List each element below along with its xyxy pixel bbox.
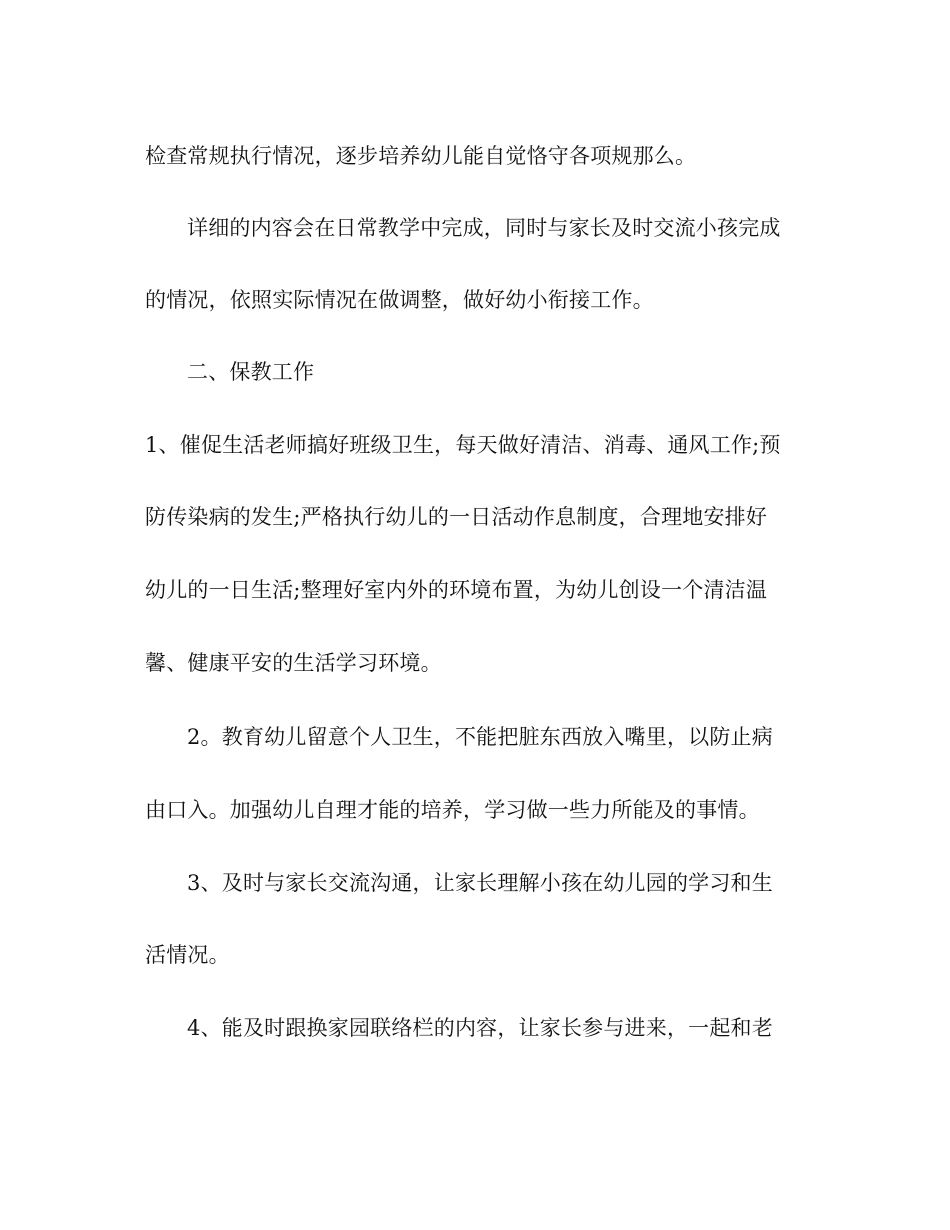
text-line: 4、能及时跟换家园联络栏的内容，让家长参与进来，一起和老 — [187, 1016, 773, 1040]
text-line: 由口入。加强幼儿自理才能的培养，学习做一些力所能及的事情。 — [145, 798, 760, 822]
text-line: 幼儿的一日生活;整理好室内外的环境布置，为幼儿创设一个清洁温 — [145, 578, 768, 602]
text-line: 2。教育幼儿留意个人卫生，不能把脏东西放入嘴里，以防止病 — [187, 725, 773, 749]
text-line: 活情况。 — [145, 943, 230, 967]
text-line: 1、催促生活老师搞好班级卫生，每天做好清洁、消毒、通风工作;预 — [145, 433, 781, 457]
text-line: 防传染病的发生;严格执行幼儿的一日活动作息制度，合理地安排好 — [145, 505, 768, 529]
text-line: 的情况，依照实际情况在做调整，做好幼小衔接工作。 — [145, 288, 654, 312]
text-line: 馨、健康平安的生活学习环境。 — [145, 651, 442, 675]
text-line: 3、及时与家长交流沟通，让家长理解小孩在幼儿园的学习和生 — [187, 871, 773, 895]
section-heading: 二、保教工作 — [187, 360, 315, 384]
text-line: 详细的内容会在日常教学中完成，同时与家长及时交流小孩完成 — [187, 216, 781, 240]
text-line: 检查常规执行情况，逐步培养幼儿能自觉恪守各项规那么。 — [145, 144, 697, 168]
